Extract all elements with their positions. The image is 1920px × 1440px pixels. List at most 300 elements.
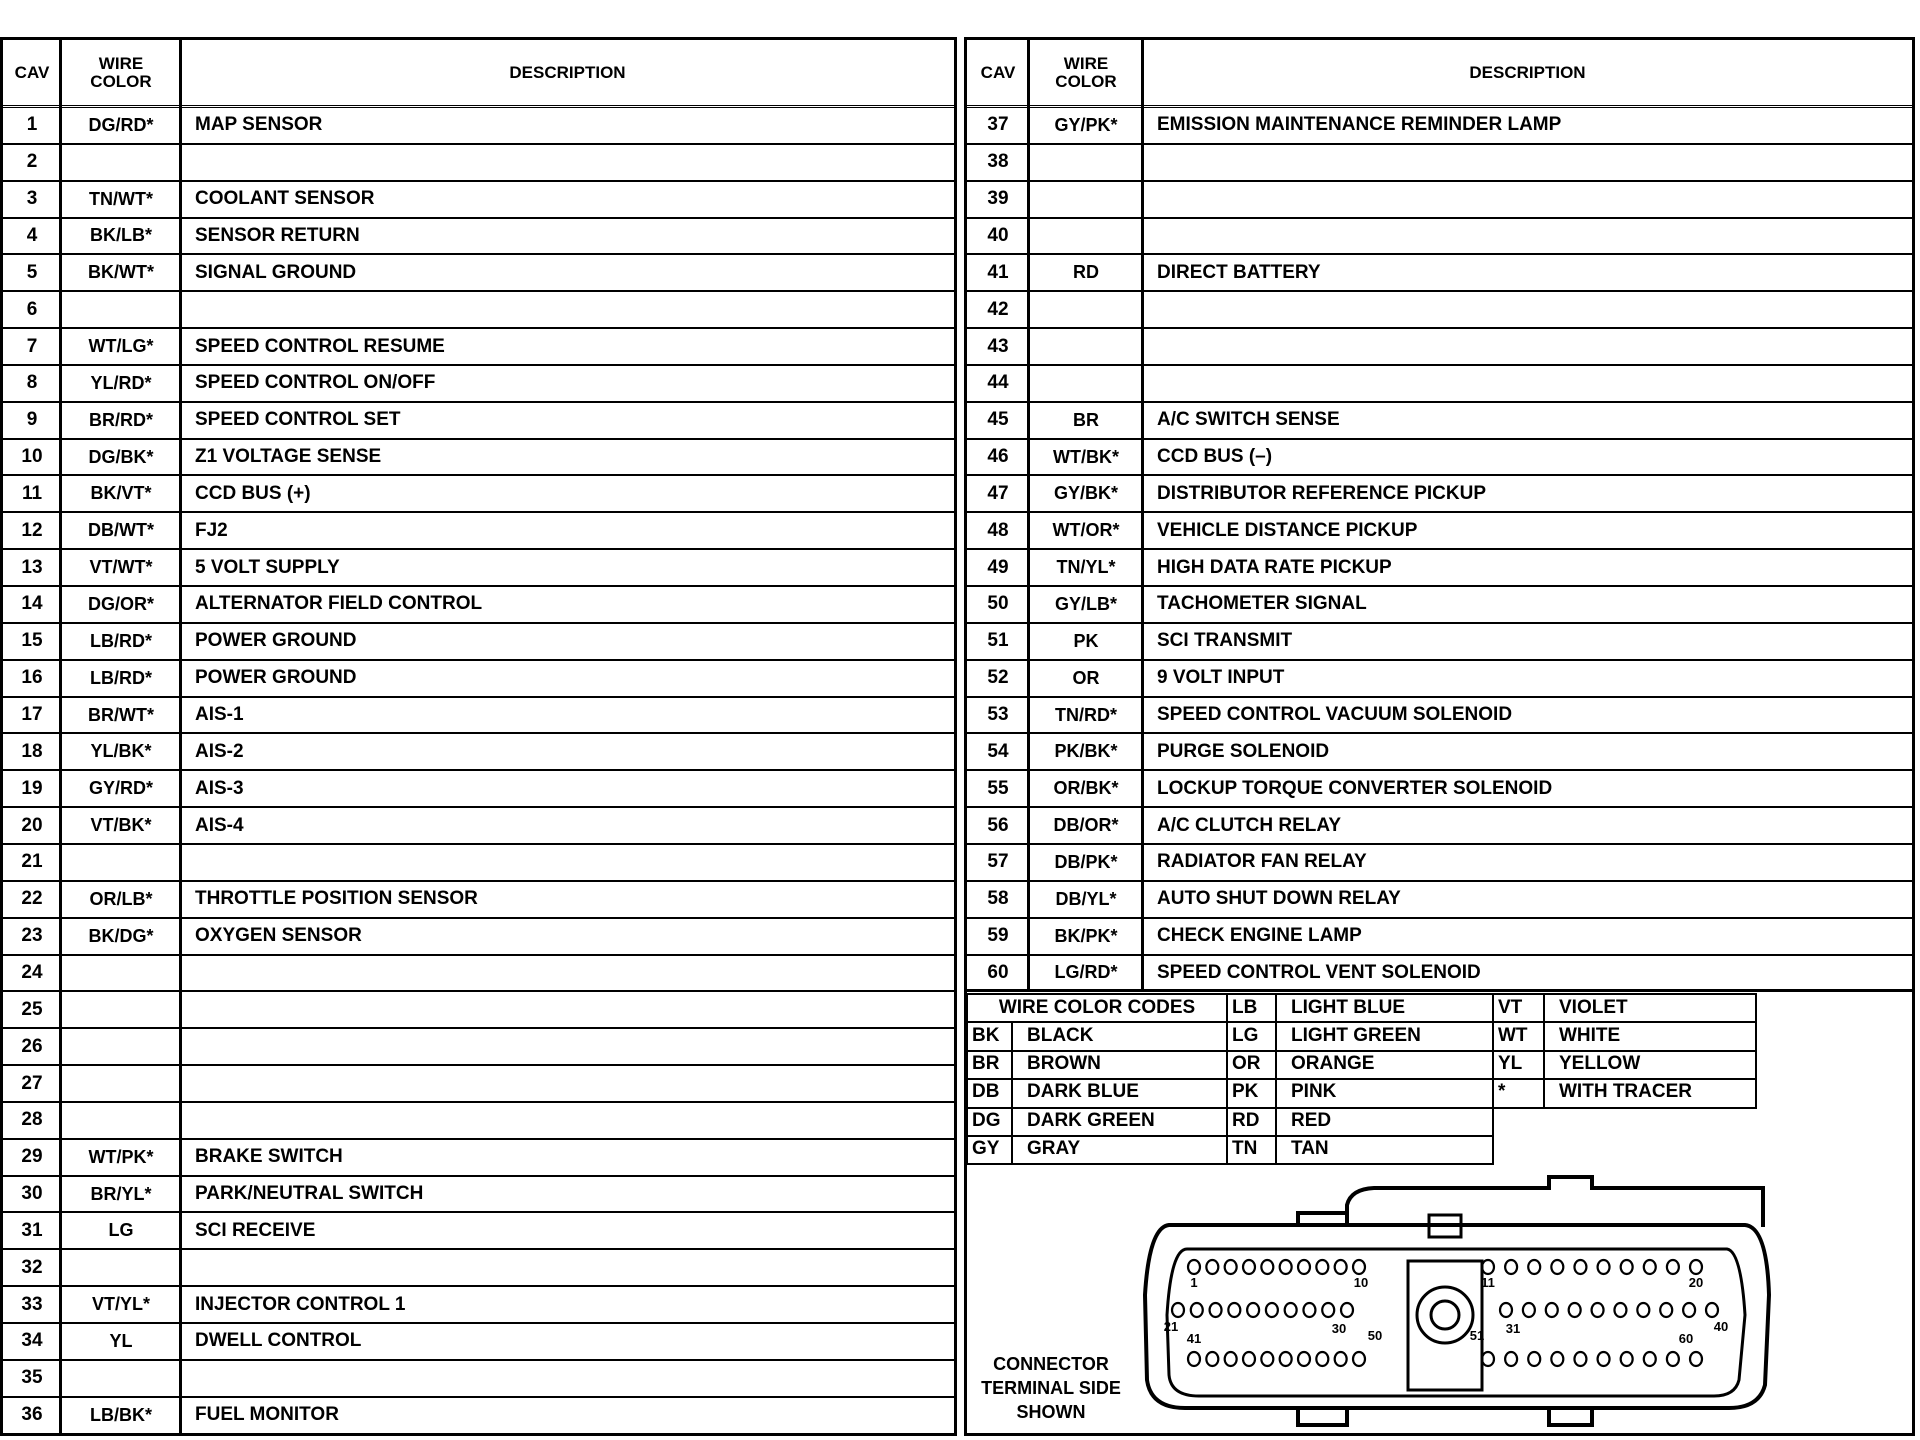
terminal-pin <box>1505 1260 1517 1274</box>
color-codes-title: WIRE COLOR CODES <box>966 993 1228 1023</box>
cav-number: 33 <box>21 1293 43 1315</box>
connector-diagram <box>1139 1175 1779 1433</box>
cav-number: 48 <box>987 519 1009 541</box>
terminal-pin <box>1303 1303 1315 1317</box>
table-row <box>3 1140 954 1177</box>
color-code-name: ORANGE <box>1277 1050 1494 1080</box>
description: LOCKUP TORQUE CONVERTER SOLENOID <box>1157 777 1553 799</box>
header-cav: CAV <box>980 62 1016 82</box>
description: POWER GROUND <box>195 667 357 689</box>
cav-number: 31 <box>21 1219 43 1241</box>
caption-line: TERMINAL SIDE <box>981 1378 1121 1398</box>
terminal-pin <box>1569 1303 1581 1317</box>
description: ALTERNATOR FIELD CONTROL <box>195 593 483 615</box>
color-code-name: PINK <box>1277 1078 1494 1108</box>
description <box>181 1029 954 1064</box>
cav-number: 27 <box>21 1072 43 1094</box>
wire-color: OR/LB* <box>89 888 153 909</box>
table-row <box>3 182 954 219</box>
pin-number-label: 51 <box>1469 1328 1485 1343</box>
color-code-abbr: TN <box>1228 1135 1277 1165</box>
column-divider <box>179 40 182 1433</box>
wire-color <box>1029 329 1143 364</box>
description <box>181 956 954 991</box>
color-code-name: RED <box>1277 1107 1494 1137</box>
table-row <box>967 661 1912 698</box>
header-wire-color: WIRE COLOR <box>90 53 152 91</box>
table-row <box>967 219 1912 256</box>
description <box>1143 329 1912 364</box>
wire-color: BR/YL* <box>90 1183 152 1204</box>
cav-number: 54 <box>987 740 1009 762</box>
color-code-name: TAN <box>1277 1135 1494 1165</box>
terminal-pin <box>1644 1260 1656 1274</box>
wire-color <box>61 145 181 180</box>
terminal-pin <box>1316 1352 1328 1366</box>
terminal-pin <box>1280 1260 1292 1274</box>
table-header <box>3 40 954 108</box>
description: TACHOMETER SIGNAL <box>1157 593 1367 615</box>
cav-number: 8 <box>26 372 38 394</box>
table-row <box>967 734 1912 771</box>
wire-color: LG/RD* <box>1054 962 1118 983</box>
wire-color: OR <box>1072 667 1100 688</box>
wire-color: YL/BK* <box>90 741 152 762</box>
wire-color: BR/RD* <box>88 409 153 430</box>
wire-color: TN/RD* <box>1055 704 1117 725</box>
table-row <box>967 587 1912 624</box>
cav-number: 38 <box>987 151 1009 173</box>
header-cav: CAV <box>14 62 50 82</box>
wire-color <box>61 992 181 1027</box>
table-row <box>3 624 954 661</box>
connector-center-bolt <box>1431 1301 1459 1329</box>
terminal-pin <box>1523 1303 1535 1317</box>
wire-color <box>1029 182 1143 217</box>
wire-color: BK/VT* <box>90 483 152 504</box>
terminal-pin <box>1266 1303 1278 1317</box>
terminal-pin <box>1683 1303 1695 1317</box>
header-description: DESCRIPTION <box>509 62 626 82</box>
terminal-pin <box>1261 1352 1273 1366</box>
cav-number: 22 <box>21 888 43 910</box>
description: AIS-2 <box>195 740 244 762</box>
terminal-pin <box>1690 1260 1702 1274</box>
description <box>181 1066 954 1101</box>
column-divider <box>1141 40 1144 989</box>
description: A/C SWITCH SENSE <box>1157 409 1340 431</box>
cav-number: 58 <box>987 888 1009 910</box>
cav-number: 7 <box>26 335 38 357</box>
header-wire-color: WIRE COLOR <box>1055 53 1117 91</box>
wire-color <box>61 1066 181 1101</box>
terminal-pin <box>1243 1260 1255 1274</box>
terminal-pin <box>1621 1260 1633 1274</box>
color-code-name: LIGHT GREEN <box>1277 1021 1494 1051</box>
description: FUEL MONITOR <box>195 1404 339 1426</box>
wire-color: WT/OR* <box>1052 520 1120 541</box>
wire-color: GY/RD* <box>88 778 153 799</box>
table-row <box>3 1250 954 1287</box>
terminal-pin <box>1191 1303 1203 1317</box>
table-row <box>3 1177 954 1214</box>
pin-number-label: 21 <box>1163 1319 1179 1334</box>
cav-number: 6 <box>26 298 38 320</box>
cav-number: 60 <box>987 961 1009 983</box>
wire-color: BK/LB* <box>90 225 152 246</box>
cav-number: 13 <box>21 556 43 578</box>
terminal-pin <box>1335 1260 1347 1274</box>
pin-number-label: 40 <box>1713 1319 1729 1334</box>
table-row <box>967 329 1912 366</box>
cav-number: 41 <box>987 261 1009 283</box>
table-row <box>967 477 1912 514</box>
table-row <box>967 845 1912 882</box>
table-row <box>3 661 954 698</box>
color-code-name: BROWN <box>1013 1050 1228 1080</box>
wire-color: LB/RD* <box>90 667 152 688</box>
right-pinout-table <box>964 37 1915 992</box>
terminal-pin <box>1298 1260 1310 1274</box>
description: HIGH DATA RATE PICKUP <box>1157 556 1392 578</box>
description: 9 VOLT INPUT <box>1157 667 1285 689</box>
description: CCD BUS (+) <box>195 482 311 504</box>
wire-color: WT/BK* <box>1053 446 1119 467</box>
cav-number: 18 <box>21 740 43 762</box>
wire-color: LB/RD* <box>90 630 152 651</box>
description: VEHICLE DISTANCE PICKUP <box>1157 519 1418 541</box>
wire-color: RD <box>1073 262 1099 283</box>
description: DWELL CONTROL <box>195 1330 362 1352</box>
cav-number: 26 <box>21 1035 43 1057</box>
description: CHECK ENGINE LAMP <box>1157 925 1362 947</box>
connector-center-ring <box>1417 1287 1473 1343</box>
color-code-abbr: BR <box>966 1050 1013 1080</box>
color-code-abbr: DB <box>966 1078 1013 1108</box>
table-row <box>3 919 954 956</box>
pin-number-label: 30 <box>1331 1321 1347 1336</box>
table-row <box>967 698 1912 735</box>
wire-color: DG/BK* <box>88 446 154 467</box>
cav-number: 32 <box>21 1256 43 1278</box>
terminal-pin <box>1574 1352 1586 1366</box>
color-code-name: YELLOW <box>1545 1050 1757 1080</box>
table-row <box>967 108 1912 145</box>
color-code-name: WITH TRACER <box>1545 1078 1757 1108</box>
wire-color: VT/YL* <box>91 1294 150 1315</box>
terminal-pin <box>1637 1303 1649 1317</box>
terminal-pin <box>1225 1352 1237 1366</box>
description: INJECTOR CONTROL 1 <box>195 1293 406 1315</box>
table-row <box>967 882 1912 919</box>
wire-color: DG/OR* <box>87 593 154 614</box>
terminal-pin <box>1690 1352 1702 1366</box>
connector-caption <box>966 1352 1136 1424</box>
cav-number: 5 <box>26 261 38 283</box>
terminal-pin <box>1188 1260 1200 1274</box>
terminal-pin <box>1500 1303 1512 1317</box>
cav-number: 14 <box>21 593 43 615</box>
table-row <box>3 477 954 514</box>
table-row <box>967 182 1912 219</box>
pin-number-label: 1 <box>1190 1275 1198 1290</box>
cav-number: 37 <box>987 114 1009 136</box>
wire-color: DG/RD* <box>88 114 154 135</box>
cav-number: 19 <box>21 777 43 799</box>
cav-number: 44 <box>987 372 1009 394</box>
table-row <box>3 808 954 845</box>
connector-housing-top <box>1347 1177 1763 1227</box>
terminal-pin <box>1667 1260 1679 1274</box>
cav-number: 10 <box>21 446 43 468</box>
description: SCI RECEIVE <box>195 1219 316 1241</box>
cav-number: 28 <box>21 1109 43 1131</box>
table-row <box>3 403 954 440</box>
pin-number-label: 50 <box>1367 1328 1383 1343</box>
terminal-pin <box>1243 1352 1255 1366</box>
description <box>1143 182 1912 217</box>
color-code-name: GRAY <box>1013 1135 1228 1165</box>
terminal-pin <box>1353 1352 1365 1366</box>
table-row <box>967 513 1912 550</box>
description: FJ2 <box>195 519 228 541</box>
wire-color: BK/PK* <box>1054 925 1118 946</box>
terminal-pin <box>1353 1260 1365 1274</box>
wire-color <box>61 1361 181 1396</box>
description <box>181 145 954 180</box>
table-row <box>967 919 1912 956</box>
column-divider <box>59 40 62 1433</box>
terminal-pin <box>1206 1352 1218 1366</box>
color-code-name: LIGHT BLUE <box>1277 993 1494 1023</box>
table-row <box>967 624 1912 661</box>
cav-number: 36 <box>21 1404 43 1426</box>
terminal-pin <box>1482 1352 1494 1366</box>
terminal-pin <box>1210 1303 1222 1317</box>
header-description: DESCRIPTION <box>1469 62 1586 82</box>
color-code-abbr: YL <box>1494 1050 1545 1080</box>
cav-number: 51 <box>987 630 1009 652</box>
cav-number: 23 <box>21 925 43 947</box>
wire-color: BR <box>1073 409 1099 430</box>
color-code-abbr: * <box>1494 1078 1545 1108</box>
terminal-pin <box>1322 1303 1334 1317</box>
connector-bottom-tab-left <box>1298 1408 1347 1425</box>
cav-number: 47 <box>987 482 1009 504</box>
terminal-pin <box>1546 1303 1558 1317</box>
cav-number: 49 <box>987 556 1009 578</box>
table-row <box>967 771 1912 808</box>
cav-number: 55 <box>987 777 1009 799</box>
wire-color: BK/DG* <box>88 925 154 946</box>
description: COOLANT SENSOR <box>195 188 375 210</box>
cav-number: 53 <box>987 704 1009 726</box>
color-code-abbr: BK <box>966 1021 1013 1051</box>
terminal-pin <box>1172 1303 1184 1317</box>
table-row <box>3 292 954 329</box>
color-code-abbr: VT <box>1494 993 1545 1023</box>
wire-color: BK/WT* <box>88 262 154 283</box>
terminal-pin <box>1341 1303 1353 1317</box>
table-row <box>967 403 1912 440</box>
color-code-abbr: LB <box>1228 993 1277 1023</box>
terminal-pin <box>1598 1352 1610 1366</box>
description <box>181 1250 954 1285</box>
table-row <box>3 882 954 919</box>
pin-number-label: 60 <box>1678 1331 1694 1346</box>
description <box>181 1103 954 1138</box>
description: SENSOR RETURN <box>195 224 360 246</box>
terminal-pin <box>1482 1260 1494 1274</box>
wire-color <box>1029 366 1143 401</box>
wire-color: LB/BK* <box>90 1404 152 1425</box>
table-row <box>3 1214 954 1251</box>
description: EMISSION MAINTENANCE REMINDER LAMP <box>1157 114 1562 136</box>
description: DIRECT BATTERY <box>1157 261 1321 283</box>
wire-color: VT/WT* <box>89 557 153 578</box>
wire-color: LG <box>108 1220 134 1241</box>
cav-number: 35 <box>21 1367 43 1389</box>
terminal-pin <box>1660 1303 1672 1317</box>
terminal-pin <box>1551 1352 1563 1366</box>
description: AUTO SHUT DOWN RELAY <box>1157 888 1401 910</box>
description: AIS-3 <box>195 777 244 799</box>
terminal-pin <box>1261 1260 1273 1274</box>
terminal-pin <box>1225 1260 1237 1274</box>
cav-number: 43 <box>987 335 1009 357</box>
description: SPEED CONTROL VACUUM SOLENOID <box>1157 704 1513 726</box>
cav-number: 50 <box>987 593 1009 615</box>
wire-color: WT/PK* <box>88 1146 154 1167</box>
table-row <box>3 1398 954 1435</box>
table-row <box>3 698 954 735</box>
description: AIS-1 <box>195 704 244 726</box>
cav-number: 4 <box>26 224 38 246</box>
description: PARK/NEUTRAL SWITCH <box>195 1183 424 1205</box>
description: OXYGEN SENSOR <box>195 925 362 947</box>
table-row <box>3 587 954 624</box>
color-code-name: WHITE <box>1545 1021 1757 1051</box>
table-row <box>3 1287 954 1324</box>
description: BRAKE SWITCH <box>195 1146 343 1168</box>
cav-number: 56 <box>987 814 1009 836</box>
description: POWER GROUND <box>195 630 357 652</box>
color-code-name: DARK BLUE <box>1013 1078 1228 1108</box>
terminal-pin <box>1280 1352 1292 1366</box>
cav-number: 52 <box>987 667 1009 689</box>
wire-color: DB/WT* <box>88 520 154 541</box>
table-row <box>967 255 1912 292</box>
color-code-abbr: OR <box>1228 1050 1277 1080</box>
terminal-pin <box>1614 1303 1626 1317</box>
table-row <box>3 108 954 145</box>
cav-number: 12 <box>21 519 43 541</box>
description: THROTTLE POSITION SENSOR <box>195 888 478 910</box>
terminal-pin <box>1298 1352 1310 1366</box>
table-row <box>3 1361 954 1398</box>
cav-number: 29 <box>21 1146 43 1168</box>
wire-color: YL/RD* <box>90 372 152 393</box>
wire-color <box>61 956 181 991</box>
table-row <box>967 956 1912 993</box>
table-row <box>3 145 954 182</box>
description: DISTRIBUTOR REFERENCE PICKUP <box>1157 482 1487 504</box>
wire-color: GY/PK* <box>1054 114 1118 135</box>
table-row <box>967 440 1912 477</box>
description: Z1 VOLTAGE SENSE <box>195 446 382 468</box>
cav-number: 21 <box>21 851 43 873</box>
cav-number: 39 <box>987 188 1009 210</box>
table-row <box>3 255 954 292</box>
table-row <box>967 145 1912 182</box>
table-row <box>3 366 954 403</box>
cav-number: 17 <box>21 704 43 726</box>
description: SIGNAL GROUND <box>195 261 357 283</box>
color-code-abbr: RD <box>1228 1107 1277 1137</box>
wire-color: BR/WT* <box>88 704 154 725</box>
cav-number: 46 <box>987 446 1009 468</box>
wire-color: PK <box>1073 630 1099 651</box>
terminal-pin <box>1188 1352 1200 1366</box>
cav-number: 2 <box>26 151 38 173</box>
description: PURGE SOLENOID <box>1157 740 1330 762</box>
table-row <box>3 1324 954 1361</box>
terminal-pin <box>1505 1352 1517 1366</box>
cav-number: 40 <box>987 224 1009 246</box>
description: MAP SENSOR <box>195 114 323 136</box>
terminal-pin <box>1228 1303 1240 1317</box>
cav-number: 3 <box>26 188 38 210</box>
table-row <box>3 1103 954 1140</box>
cav-number: 59 <box>987 925 1009 947</box>
description: CCD BUS (–) <box>1157 446 1273 468</box>
terminal-pin <box>1574 1260 1586 1274</box>
table-row <box>3 1029 954 1066</box>
terminal-pin <box>1621 1352 1633 1366</box>
description <box>181 992 954 1027</box>
wire-color: DB/OR* <box>1053 815 1119 836</box>
wire-color <box>61 1103 181 1138</box>
table-row <box>3 219 954 256</box>
wire-color <box>61 292 181 327</box>
wire-color: GY/BK* <box>1053 483 1118 504</box>
table-row <box>3 845 954 882</box>
terminal-pin <box>1706 1303 1718 1317</box>
table-row <box>3 440 954 477</box>
table-row <box>3 992 954 1029</box>
description <box>1143 219 1912 254</box>
table-row <box>3 550 954 587</box>
wire-color <box>1029 219 1143 254</box>
cav-number: 16 <box>21 667 43 689</box>
terminal-pin <box>1551 1260 1563 1274</box>
description <box>1143 292 1912 327</box>
terminal-pin <box>1335 1352 1347 1366</box>
description: RADIATOR FAN RELAY <box>1157 851 1367 873</box>
caption-line: CONNECTOR <box>993 1354 1109 1374</box>
wire-color: PK/BK* <box>1054 741 1118 762</box>
terminal-pin <box>1667 1352 1679 1366</box>
table-row <box>3 1066 954 1103</box>
terminal-pin <box>1206 1260 1218 1274</box>
wire-color <box>61 845 181 880</box>
description: SPEED CONTROL SET <box>195 409 401 431</box>
pin-number-label: 11 <box>1481 1275 1495 1290</box>
description: SPEED CONTROL ON/OFF <box>195 372 436 394</box>
color-code-abbr: LG <box>1228 1021 1277 1051</box>
description: 5 VOLT SUPPLY <box>195 556 340 578</box>
table-row <box>3 329 954 366</box>
